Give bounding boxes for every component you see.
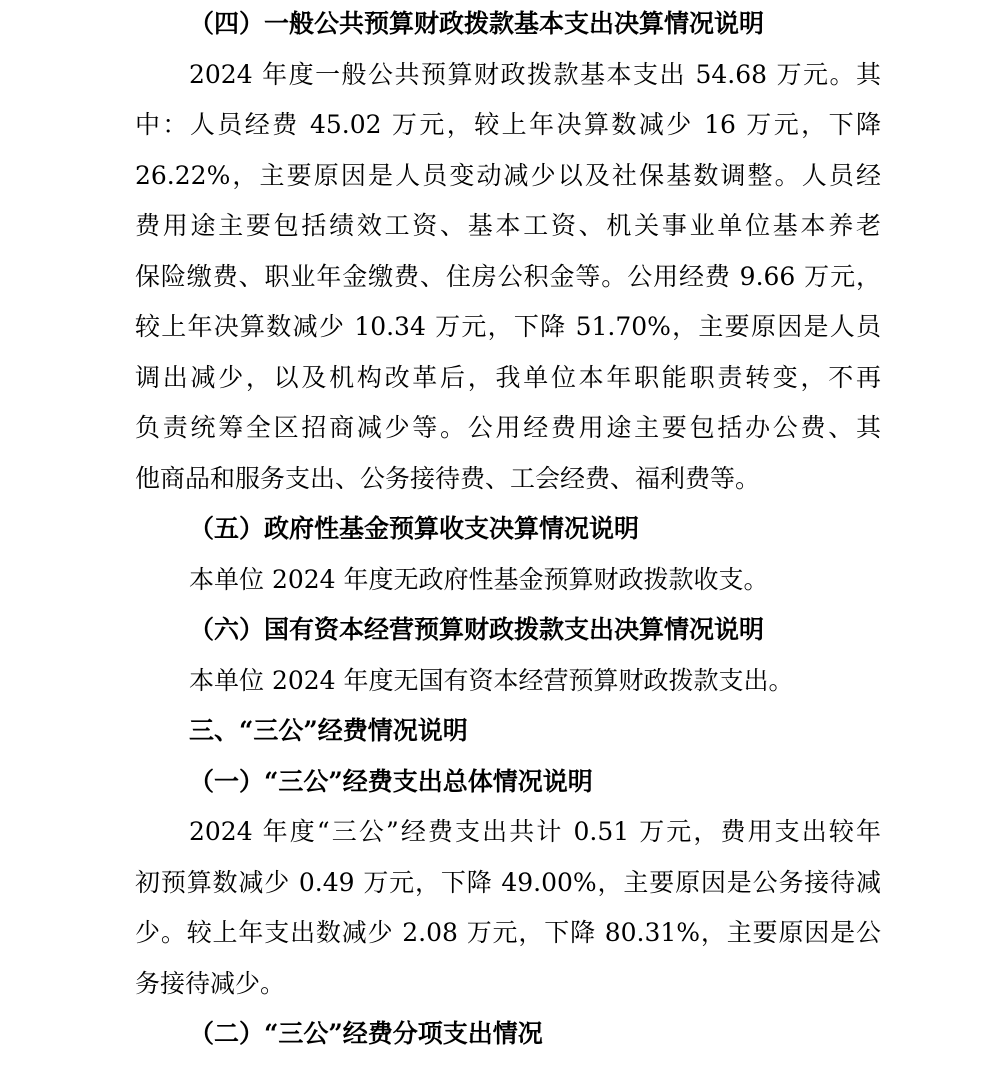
text-line: 本单位 2024 年度无政府性基金预算财政拨款收支。 bbox=[189, 564, 769, 594]
text-line: 中：人员经费 45.02 万元，较上年决算数减少 16 万元，下降 bbox=[135, 110, 881, 139]
text-line: （二）“三公”经费分项支出情况 bbox=[189, 1019, 543, 1048]
text-line: （一）“三公”经费支出总体情况说明 bbox=[189, 766, 593, 796]
text-line: 保险缴费、职业年金缴费、住房公积金等。公用经费 9.66 万元， bbox=[135, 261, 881, 291]
text-line: 初预算数减少 0.49 万元，下降 49.00%，主要原因是公务接待减 bbox=[135, 867, 881, 897]
text-line: （五）政府性基金预算收支决算情况说明 bbox=[189, 514, 640, 543]
text-line: 较上年决算数减少 10.34 万元，下降 51.70%，主要原因是人员 bbox=[135, 312, 881, 341]
section-heading bbox=[135, 509, 881, 560]
text-line: （四）一般公共预算财政拨款基本支出决算情况说明 bbox=[189, 9, 765, 38]
text-line: 负责统筹全区招商减少等。公用经费用途主要包括办公费、其 bbox=[135, 413, 881, 442]
section-heading bbox=[135, 4, 881, 55]
paragraph bbox=[135, 661, 881, 712]
text-line: 三、“三公”经费情况说明 bbox=[189, 716, 468, 745]
section-heading bbox=[135, 711, 881, 762]
text-line: 费用途主要包括绩效工资、基本工资、机关事业单位基本养老 bbox=[135, 211, 881, 240]
text-line: 少。较上年支出数减少 2.08 万元，下降 80.31%，主要原因是公 bbox=[135, 918, 881, 947]
text-line: 2024 年度“三公”经费支出共计 0.51 万元，费用支出较年 bbox=[189, 817, 881, 846]
text-line: 本单位 2024 年度无国有资本经营预算财政拨款支出。 bbox=[189, 665, 794, 695]
paragraph bbox=[135, 55, 881, 510]
text-line: 他商品和服务支出、公务接待费、工会经费、福利费等。 bbox=[135, 463, 761, 493]
paragraph bbox=[135, 560, 881, 611]
text-line: 务接待减少。 bbox=[135, 968, 286, 998]
text-line: 26.22%，主要原因是人员变动减少以及社保基数调整。人员经 bbox=[135, 160, 881, 190]
text-line: （六）国有资本经营预算财政拨款支出决算情况说明 bbox=[189, 615, 765, 644]
text-line: 调出减少，以及机构改革后，我单位本年职能职责转变，不再 bbox=[135, 362, 881, 392]
document-page bbox=[135, 4, 881, 1065]
section-heading bbox=[135, 1014, 881, 1065]
text-line: 2024 年度一般公共预算财政拨款基本支出 54.68 万元。其 bbox=[189, 59, 881, 89]
section-heading bbox=[135, 610, 881, 661]
section-heading bbox=[135, 762, 881, 813]
paragraph bbox=[135, 812, 881, 1014]
